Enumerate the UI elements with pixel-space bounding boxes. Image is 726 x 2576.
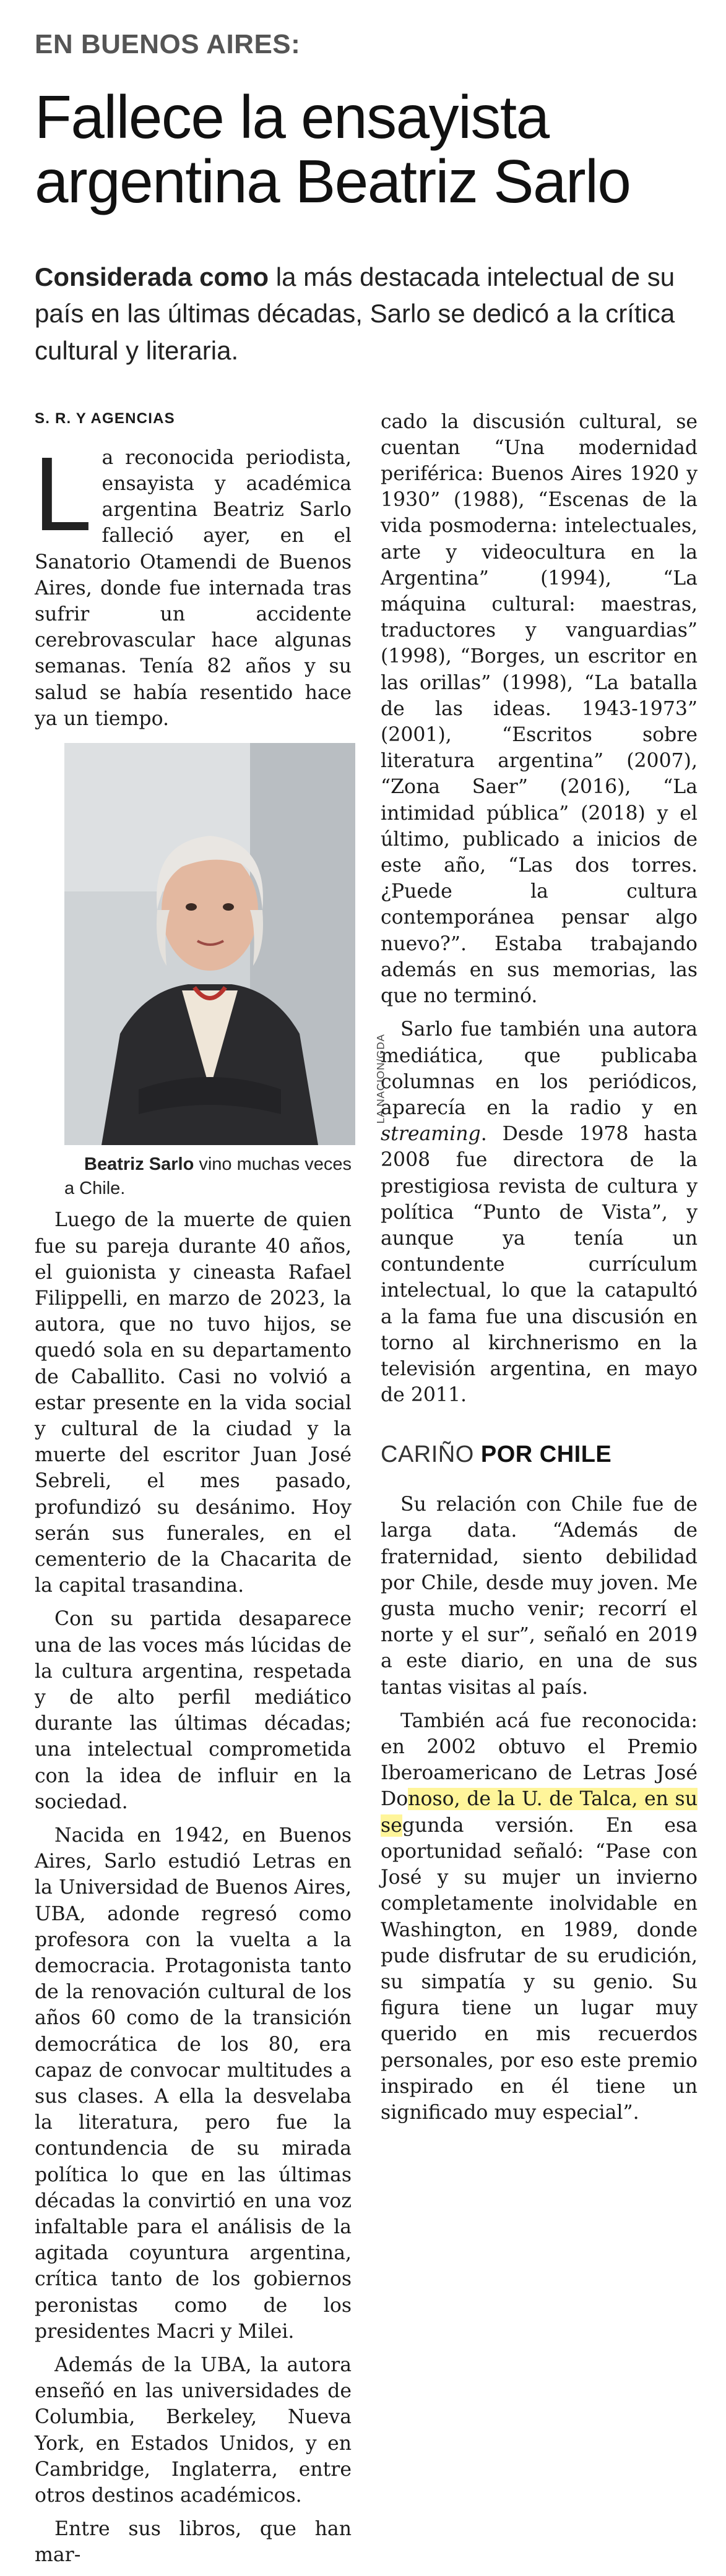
paragraph-10 xyxy=(381,1708,698,2126)
paragraph-4: Nacida en 1942, en Buenos Aires, Sarlo estudió Letras en la Universidad de Buenos Aires, UBA, adonde regresó como profesora con la vuelta a la democracia. Protagonista tanto de la renovación cultural de los años 60 como de la transición democrática de los 80, era capaz de convocar multitudes a sus clases. A ella la desvelaba la literatura, pero fue la contundencia de su mirada política lo que en las últimas décadas la convirtió en una voz infaltable para el análisis de la agitada coyuntura argentina, crítica tanto de los gobiernos peronistas como de los presidentes Macri y Milei. xyxy=(35,1824,352,2343)
subhead-plain: CARIÑO xyxy=(381,1441,481,1468)
paragraph-7: cado la discusión cultural, se cuentan “Una modernidad periférica: Buenos Aires 1920 y 1930” (1988), “Escenas de la vida posmoderna: intelectuales, arte y videocultura en la Argentina” (1994), “La máquina cultural: maestras, traductores y vanguardias” (1998), “Borges, un escritor en las orillas” (1998), “La batalla de las ideas. 1943-1973” (2001), “Escritos sobre literatura argentina” (2007), “Zona Saer” (2016), “La intimidad pública” (2018) y el último, publicado a inicios de este año, “Las dos torres. ¿Puede la cultura contemporánea pensar algo nuevo?”. Estaba trabajando además en sus memorias, las que no terminó. xyxy=(381,410,698,1008)
dek-rest: la más destacada intelectual de su país en las últimas décadas, Sarlo se dedicó a la crítica cultural y literaria. xyxy=(35,262,675,365)
paragraph-9: Su relación con Chile fue de larga data. “Además de fraternidad, siento debilidad por Chile, desde muy joven. Me gusta mucho venir; recorrí el norte y el sur”, señaló en 2019 a este diario, en una de sus tantas visitas al país. xyxy=(381,1493,698,1699)
left-column xyxy=(33,409,386,2576)
paragraph-10-after: gunda versión. En esa oportunidad señaló: “Pase con José y su mujer un invierno completamente inolvidable en Washington, en 1989, donde pude disfrutar de su erudición, su simpatía y su genio. Su figura tiene un lugar muy querido en mis recuerdos personales, por eso este premio inspirado en él tiene un significado muy especial”. xyxy=(381,1814,698,2124)
byline: S. R. Y AGENCIAS xyxy=(35,410,175,427)
drop-cap: L xyxy=(33,435,92,553)
paragraph-2 xyxy=(35,739,386,1599)
paragraph-1-text: a reconocida periodista, ensayista y académica argentina Beatriz Sarlo falleció ayer, en el Sanatorio Otamendi de Buenos Aires, donde fue internada tras sufrir un accidente cerebrovascular hace algunas semanas. Tenía 82 años y su salud se había resentido hace ya un tiempo. xyxy=(35,446,352,730)
highlighted-text: noso, de la U. de Talca, en su se xyxy=(381,1788,698,1837)
photo-figure xyxy=(64,743,386,1201)
caption-rest: vino muchas veces a Chile. xyxy=(64,1154,352,1199)
paragraph-3: Con su partida desaparece una de las voces más lúcidas de la cultura argentina, respetada y de alto perfil mediático durante las últimas décadas; una intelectual comprometida con la idea de influir en la sociedad. xyxy=(35,1608,352,1813)
photo-caption xyxy=(64,1153,355,1201)
dek xyxy=(35,259,698,369)
paragraph-8 xyxy=(381,1016,698,1408)
paragraph-2-text: Luego de la muerte de quien fue su pareja durante 40 años, el guionista y cineasta Rafael Filippelli, en marzo de 2023, la autora, que no tuvo hijos, se quedó sola en su departamento de Caballito. Casi no volvió a estar presente en la vida social y cultural de la ciudad y la muerte del escritor Juan José Sebreli, el mes pasado, profundizó su desánimo. Hoy serán sus funerales, en el cementerio de la Chacarita de la capital trasandina. xyxy=(35,1209,352,1597)
headline: Fallece la ensayista argentina Beatriz Sarlo xyxy=(35,83,631,215)
kicker: EN BUENOS AIRES: xyxy=(35,29,301,59)
paragraph-8-after: . Desde 1978 hasta 2008 fue directora de la prestigiosa revista de cultura y política “Punto de Vista”, y aunque ya tenía un contundente currículum intelectual, lo que la catapultó a la fama fue una discusión en torno al kirchnerismo en la televisión argentina, en mayo de 2011. xyxy=(381,1123,698,1407)
paragraph-1 xyxy=(33,435,352,732)
streaming-italic: streaming xyxy=(381,1123,481,1146)
section-subhead xyxy=(381,1439,698,1470)
paragraph-10-before: También acá fue reconocida: en 2002 obtuvo el Premio Iberoamericano de Letras José Do xyxy=(381,1709,698,1811)
photo-credit: LA NACION/GDA xyxy=(374,1034,386,1124)
subhead-bold: POR CHILE xyxy=(480,1441,612,1468)
article-columns xyxy=(35,409,698,2576)
right-column xyxy=(381,409,698,2576)
paragraph-8-before: Sarlo fue también una autora mediática, que publicaba columnas en los periódicos, aparecía en la radio y en xyxy=(381,1018,698,1119)
paragraph-5: Además de la UBA, la autora enseñó en las universidades de Columbia, Berkeley, Nueva York, en Estados Unidos, y en Cambridge, Inglaterra, entre otros destinos académicos. xyxy=(35,2354,352,2507)
portrait-photo xyxy=(64,743,355,1145)
dek-lead: Considerada como xyxy=(35,262,269,291)
caption-name: Beatriz Sarlo xyxy=(84,1154,194,1175)
paragraph-6: Entre sus libros, que han mar- xyxy=(35,2518,352,2567)
portrait-illustration xyxy=(64,743,355,1145)
